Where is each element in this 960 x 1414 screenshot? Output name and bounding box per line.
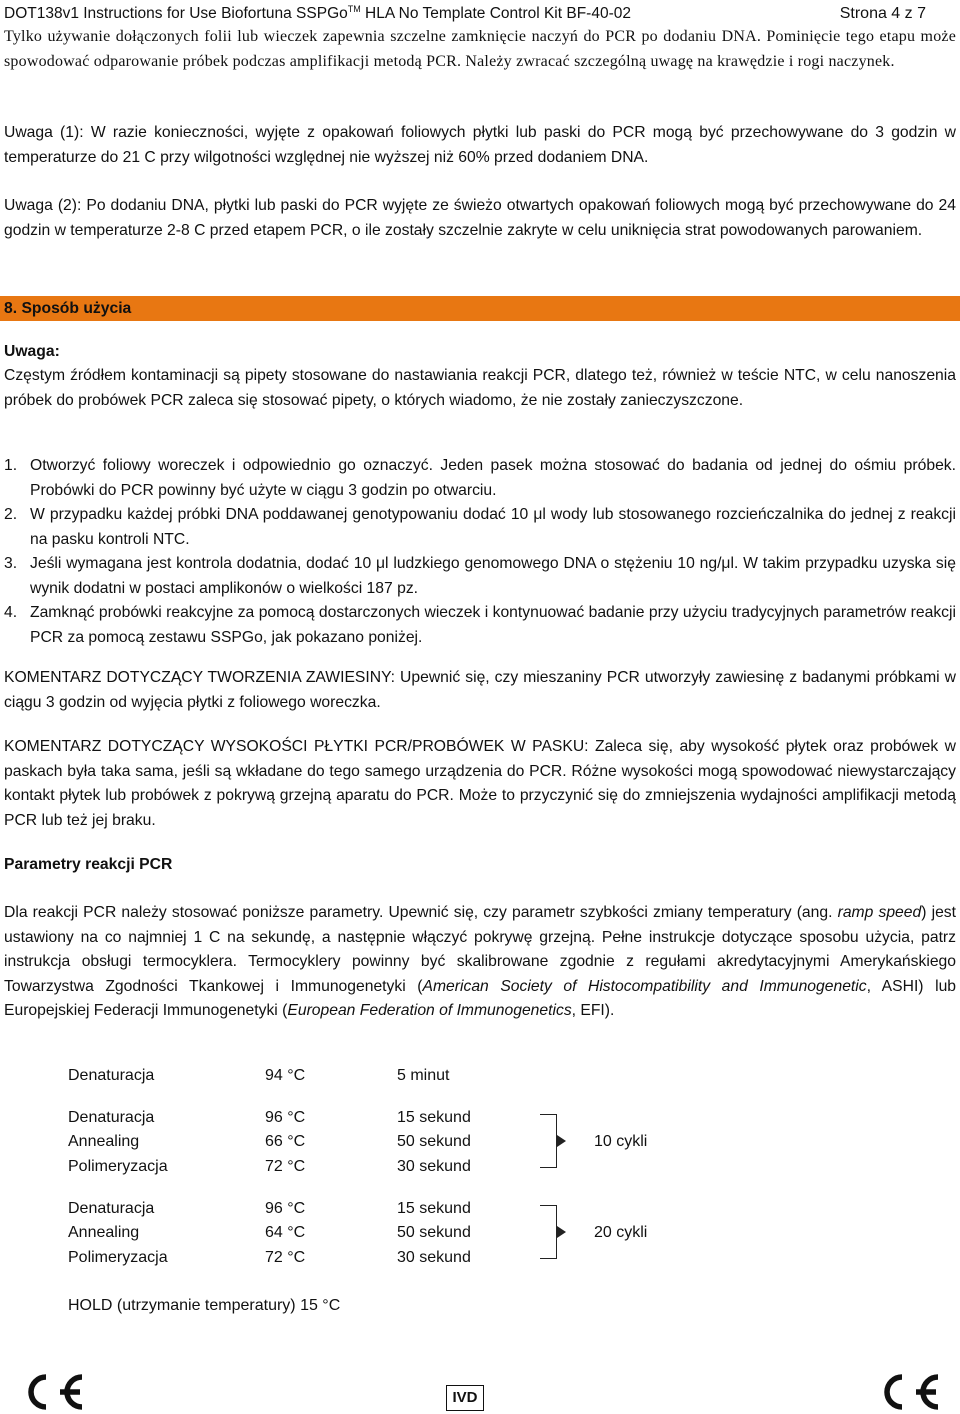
page-number: Strona 4 z 7 [839, 5, 926, 22]
ce-mark-icon [14, 1372, 88, 1412]
hold-step: HOLD (utrzymanie temperatury) 15 °C [68, 1297, 341, 1314]
document-id: DOT138v1 Instructions for Use Biofortuna SSPGo™ HLA No Template Control Kit BF-40-02 [4, 3, 631, 22]
cycle-bracket-1 [540, 1114, 557, 1168]
note-2: Uwaga (2): Po dodaniu DNA, płytki lub paski do PCR wyjęte ze świeżo otwartych opakowań foliowych mogą być przechowywane do 24 godzin w temperaturze 2-8 C przed etapem PCR, o ile zostały szczelnie zakryte w celu uniknięcia strat powodowanych parowaniem. [4, 197, 956, 239]
uwaga-label: Uwaga: [4, 343, 60, 360]
program-row-initial: Denaturacja 94 °C 5 minut [68, 1067, 450, 1084]
intro-paragraph: Tylko używanie dołączonych folii lub wieczek zapewnia szczelne zamknięcie naczyń do PCR po dodaniu DNA. Pominięcie tego etapu może spowodować odparowanie próbek podczas amplifikacji metodą PCR. Należy zwracać szczególną uwagę na krawędzie i rogi naczynek. [4, 28, 956, 70]
list-item: 1. Otworzyć foliowy woreczek i odpowiednio go oznaczyć. Jeden pasek można stosować do badania od jednej do ośmiu próbek. Probówki do PCR powinny być użyte w ciągu 3 godzin po otwarciu. [4, 457, 956, 499]
params-heading: Parametry reakcji PCR [4, 856, 173, 873]
bracket-arrow-icon [557, 1226, 566, 1238]
comment-suspension: KOMENTARZ DOTYCZĄCY TWORZENIA ZAWIESINY: Upewnić się, czy mieszaniny PCR utworzyły zawiesinę z badanymi próbkami w ciągu 3 godzin od wyjęcia płytki z foliowego woreczka. [4, 669, 956, 711]
program-row: Denaturacja 96 °C 15 sekund [68, 1200, 471, 1217]
comment-height: KOMENTARZ DOTYCZĄCY WYSOKOŚCI PŁYTKI PCR/PROBÓWEK W PASKU: Zaleca się, aby wysokość płytek oraz probówek w paskach była taka sama, jeśli są wkładane do tego samego urządzenia do PCR. Różne wysokości mogą spowodować niewystarczający kontakt płytek lub probówek z pokrywą grzejną aparatu do PCR. Może to przyczynić się do zmniejszenia wydajności amplifikacji metodą PCR lub też jej braku. [4, 738, 956, 829]
page-header [4, 3, 956, 25]
cycles-label-2: 20 cykli [594, 1224, 648, 1241]
list-item: 3. Jeśli wymagana jest kontrola dodatnia, dodać 10 μl ludzkiego genomowego DNA o stężeniu 10 ng/μl. W takim przypadku uzyska się wynik dodatni w postaci amplikonów o wielkości 187 pz. [4, 555, 956, 597]
program-row: Polimeryzacja 72 °C 30 sekund [68, 1249, 471, 1266]
list-item: 2. W przypadku każdej próbki DNA poddawanej genotypowaniu dodać 10 μl wody lub stosowanego rozcieńczalnika do jednej z reakcji na pasku kontroli NTC. [4, 506, 956, 548]
section-title: 8. Sposób użycia [4, 300, 132, 317]
procedure-steps [4, 454, 956, 650]
program-row: Annealing 66 °C 50 sekund [68, 1133, 471, 1150]
cycles-label-1: 10 cykli [594, 1133, 648, 1150]
params-paragraph: Dla reakcji PCR należy stosować poniższe parametry. Upewnić się, czy parametr szybkości zmiany temperatury (ang. ramp speed) jest ustawiony na co najmniej 1 C na sekundę, a następnie włączyć pokrywę grzejną. Pełne instrukcje dotyczące sposobu użycia, patrz instrukcja obsługi termocyklera. Termocyklery powinny być skalibrowane zgodnie z regułami akredytacyjnymi Amerykańskiego Towarzystwa Zgodności Tkankowej i Immunogenetyki (American Society of Histocompatibility and Immunogenetic, ASHI) lub Europejskiej Federacji Immunogenetyki (European Federation of Immunogenetics, EFI). [4, 904, 957, 1019]
bracket-arrow-icon [557, 1135, 566, 1147]
note-1: Uwaga (1): W razie konieczności, wyjęte z opakowań foliowych płytki lub paski do PCR mogą być przechowywane do 3 godzin w temperaturze do 21 C przy wilgotności względnej nie wyższej niż 60% przed dodaniem DNA. [4, 124, 956, 166]
list-item: 4. Zamknąć probówki reakcyjne za pomocą dostarczonych wieczek i kontynuować badanie przy użyciu tradycyjnych parametrów reakcji PCR za pomocą zestawu SSPGo, jak pokazano poniżej. [4, 604, 956, 646]
program-row: Annealing 64 °C 50 sekund [68, 1224, 471, 1241]
ivd-label: IVD [446, 1385, 484, 1411]
program-row: Polimeryzacja 72 °C 30 sekund [68, 1158, 471, 1175]
section-heading-bar [0, 296, 960, 321]
ce-mark-icon [870, 1372, 944, 1412]
program-row: Denaturacja 96 °C 15 sekund [68, 1109, 471, 1126]
uwaga-text: Częstym źródłem kontaminacji są pipety stosowane do nastawiania reakcji PCR, dlatego też, również w teście NTC, w celu nanoszenia próbek do probówek PCR zaleca się stosować pipety, o których wiadomo, że nie zostały zanieczyszczone. [4, 367, 956, 409]
cycle-bracket-2 [540, 1205, 557, 1259]
